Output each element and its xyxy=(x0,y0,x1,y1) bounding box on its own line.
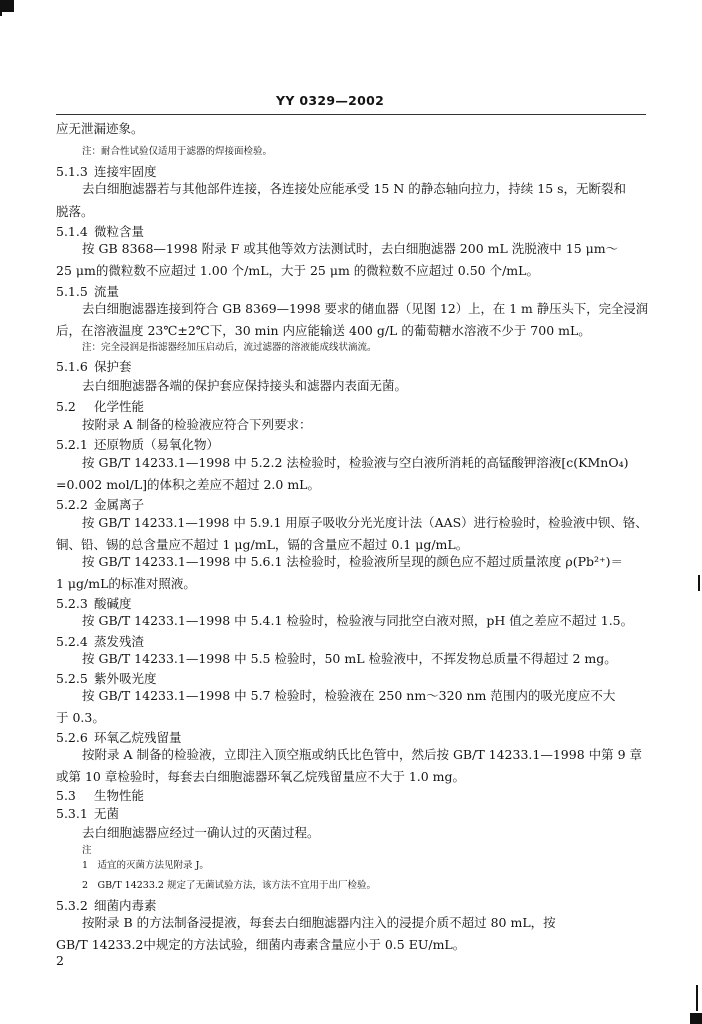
section-number: 5.1.5 xyxy=(56,284,88,299)
text-line: 于 0.3。 xyxy=(56,710,105,725)
text-line: 按附录 A 制备的检验液，立即注入顶空瓶或纳氏比色管中，然后按 GB/T 14233.1—1998 中第 9 章 xyxy=(82,747,643,762)
section-heading xyxy=(56,732,182,745)
text-line: 或第 10 章检验时，每套去白细胞滤器环氧乙烷残留量应不大于 1.0 mg。 xyxy=(56,769,466,784)
text-line: 去白细胞滤器各端的保护套应保持接头和滤器内表面无菌。 xyxy=(82,378,408,393)
text-line: GB/T 14233.2中规定的方法试验，细菌内毒素含量应小于 0.5 EU/mL。 xyxy=(56,937,466,952)
text-line: 去白细胞滤器若与其他部件连接，各连接处应能承受 15 N 的静态轴向拉力，持续 15 s，无断裂和 xyxy=(82,181,627,196)
section-heading xyxy=(56,499,144,512)
text-line: 按 GB 8368—1998 附录 F 或其他等效方法测试时，去白细胞滤器 200 mL 洗脱液中 15 μm～ xyxy=(82,241,619,256)
section-title: 还原物质（易氧化物） xyxy=(94,437,220,452)
section-heading xyxy=(56,673,157,686)
section-title: 蒸发残渣 xyxy=(94,634,145,649)
section-title: 无菌 xyxy=(94,806,120,821)
scan-mark-bottom xyxy=(690,1013,702,1024)
section-heading xyxy=(56,361,132,374)
scan-mark-top xyxy=(0,0,14,12)
note-line: 注：耐合性试验仅适用于滤器的焊接面检验。 xyxy=(82,146,273,157)
section-heading xyxy=(56,439,219,452)
section-number: 5.3.1 xyxy=(56,806,88,821)
section-number: 5.2.1 xyxy=(56,437,88,452)
section-title: 保护套 xyxy=(94,359,132,374)
section-title: 连接牢固度 xyxy=(94,164,157,179)
section-heading xyxy=(56,226,144,239)
section-title: 化学性能 xyxy=(94,399,145,414)
section-heading xyxy=(56,401,144,414)
section-title: 流量 xyxy=(94,284,120,299)
section-heading xyxy=(56,286,119,299)
text-line: =0.002 mol/L]的体积之差应不超过 2.0 mL。 xyxy=(56,477,320,492)
section-title: 酸碱度 xyxy=(94,596,132,611)
text-line: 按 GB/T 14233.1—1998 中 5.6.1 法检验时，检验液所呈现的颜色应不超过质量浓度 ρ(Pb²⁺)＝ xyxy=(82,554,623,569)
section-number: 5.2.5 xyxy=(56,671,88,686)
text-line: 按 GB/T 14233.1—1998 中 5.4.1 检验时，检验液与同批空白液对照，pH 值之差应不超过 1.5。 xyxy=(82,613,634,628)
text-line: 铜、铅、锡的总含量应不超过 1 μg/mL，镉的含量应不超过 0.1 μg/mL。 xyxy=(56,537,469,552)
section-title: 紫外吸光度 xyxy=(94,671,157,686)
scan-mark-left-bar xyxy=(0,0,2,16)
section-title: 微粒含量 xyxy=(94,224,145,239)
section-number: 5.1.3 xyxy=(56,164,88,179)
section-number: 5.1.4 xyxy=(56,224,88,239)
text-line: 按 GB/T 14233.1—1998 中 5.5 检验时，50 mL 检验液中，不挥发物总质量不得超过 2 mg。 xyxy=(82,651,617,666)
note-line: 注：完全浸润是指滤器经加压启动后，流过滤器的溶液能成线状滴流。 xyxy=(82,342,377,353)
text-line: 按 GB/T 14233.1—1998 中 5.2.2 法检验时，检验液与空白液所消耗的高锰酸钾溶液[c(KMnO₄) xyxy=(82,455,629,470)
note-line: 2 GB/T 14233.2 规定了无菌试验方法，该方法不宜用于出厂检验。 xyxy=(82,880,376,891)
section-title: 环氧乙烷残留量 xyxy=(94,730,182,745)
section-title: 金属离子 xyxy=(94,497,145,512)
section-number: 5.2.2 xyxy=(56,497,88,512)
text-line: 1 μg/mL的标准对照液。 xyxy=(56,576,196,591)
section-title: 生物性能 xyxy=(94,788,145,803)
text-line: 25 μm的微粒数不应超过 1.00 个/mL，大于 25 μm 的微粒数不应超过 0.50 个/mL。 xyxy=(56,263,539,278)
scan-mark-right-bottom xyxy=(696,985,698,1011)
section-number: 5.3 xyxy=(56,788,76,803)
section-heading xyxy=(56,166,157,179)
note-line: 注 xyxy=(82,845,92,856)
section-heading xyxy=(56,808,119,821)
section-number: 5.1.6 xyxy=(56,359,88,374)
scan-mark-right xyxy=(698,575,700,591)
text-line: 按 GB/T 14233.1—1998 中 5.7 检验时，检验液在 250 nm～320 nm 范围内的吸光度应不大 xyxy=(82,688,616,703)
text-line: 按附录 B 的方法制备浸提液，每套去白细胞滤器内注入的浸提介质不超过 80 mL，按 xyxy=(82,915,556,930)
text-line: 按 GB/T 14233.1—1998 中 5.9.1 用原子吸收分光光度计法（AAS）进行检验时，检验液中钡、铬、 xyxy=(82,515,648,530)
section-number: 5.2.3 xyxy=(56,596,88,611)
text-line: 去白细胞滤器连接到符合 GB 8369—1998 要求的储血器（见图 12）上，在 1 m 静压头下，完全浸润 xyxy=(82,301,649,316)
section-heading xyxy=(56,598,132,611)
page-number: 2 xyxy=(56,953,64,968)
text-line: 按附录 A 制备的检验液应符合下列要求： xyxy=(82,417,312,432)
section-number: 5.2.6 xyxy=(56,730,88,745)
section-heading xyxy=(56,790,144,803)
note-line: 1 适宜的灭菌方法见附录 J。 xyxy=(82,860,209,871)
text-line: 去白细胞滤器应经过一确认过的灭菌过程。 xyxy=(82,825,320,840)
section-number: 5.2 xyxy=(56,399,76,414)
header-rule xyxy=(56,114,646,115)
section-number: 5.2.4 xyxy=(56,634,88,649)
section-title: 细菌内毒素 xyxy=(94,898,157,913)
text-line: 应无泄漏迹象。 xyxy=(56,121,144,136)
text-line: 后，在溶液温度 23℃±2℃下，30 min 内应能输送 400 g/L 的葡萄糖水溶液不少于 700 mL。 xyxy=(56,323,591,338)
section-number: 5.3.2 xyxy=(56,898,88,913)
page-header: YY 0329—2002 xyxy=(276,93,385,108)
section-heading xyxy=(56,900,157,913)
text-line: 脱落。 xyxy=(56,204,94,219)
section-heading xyxy=(56,636,144,649)
